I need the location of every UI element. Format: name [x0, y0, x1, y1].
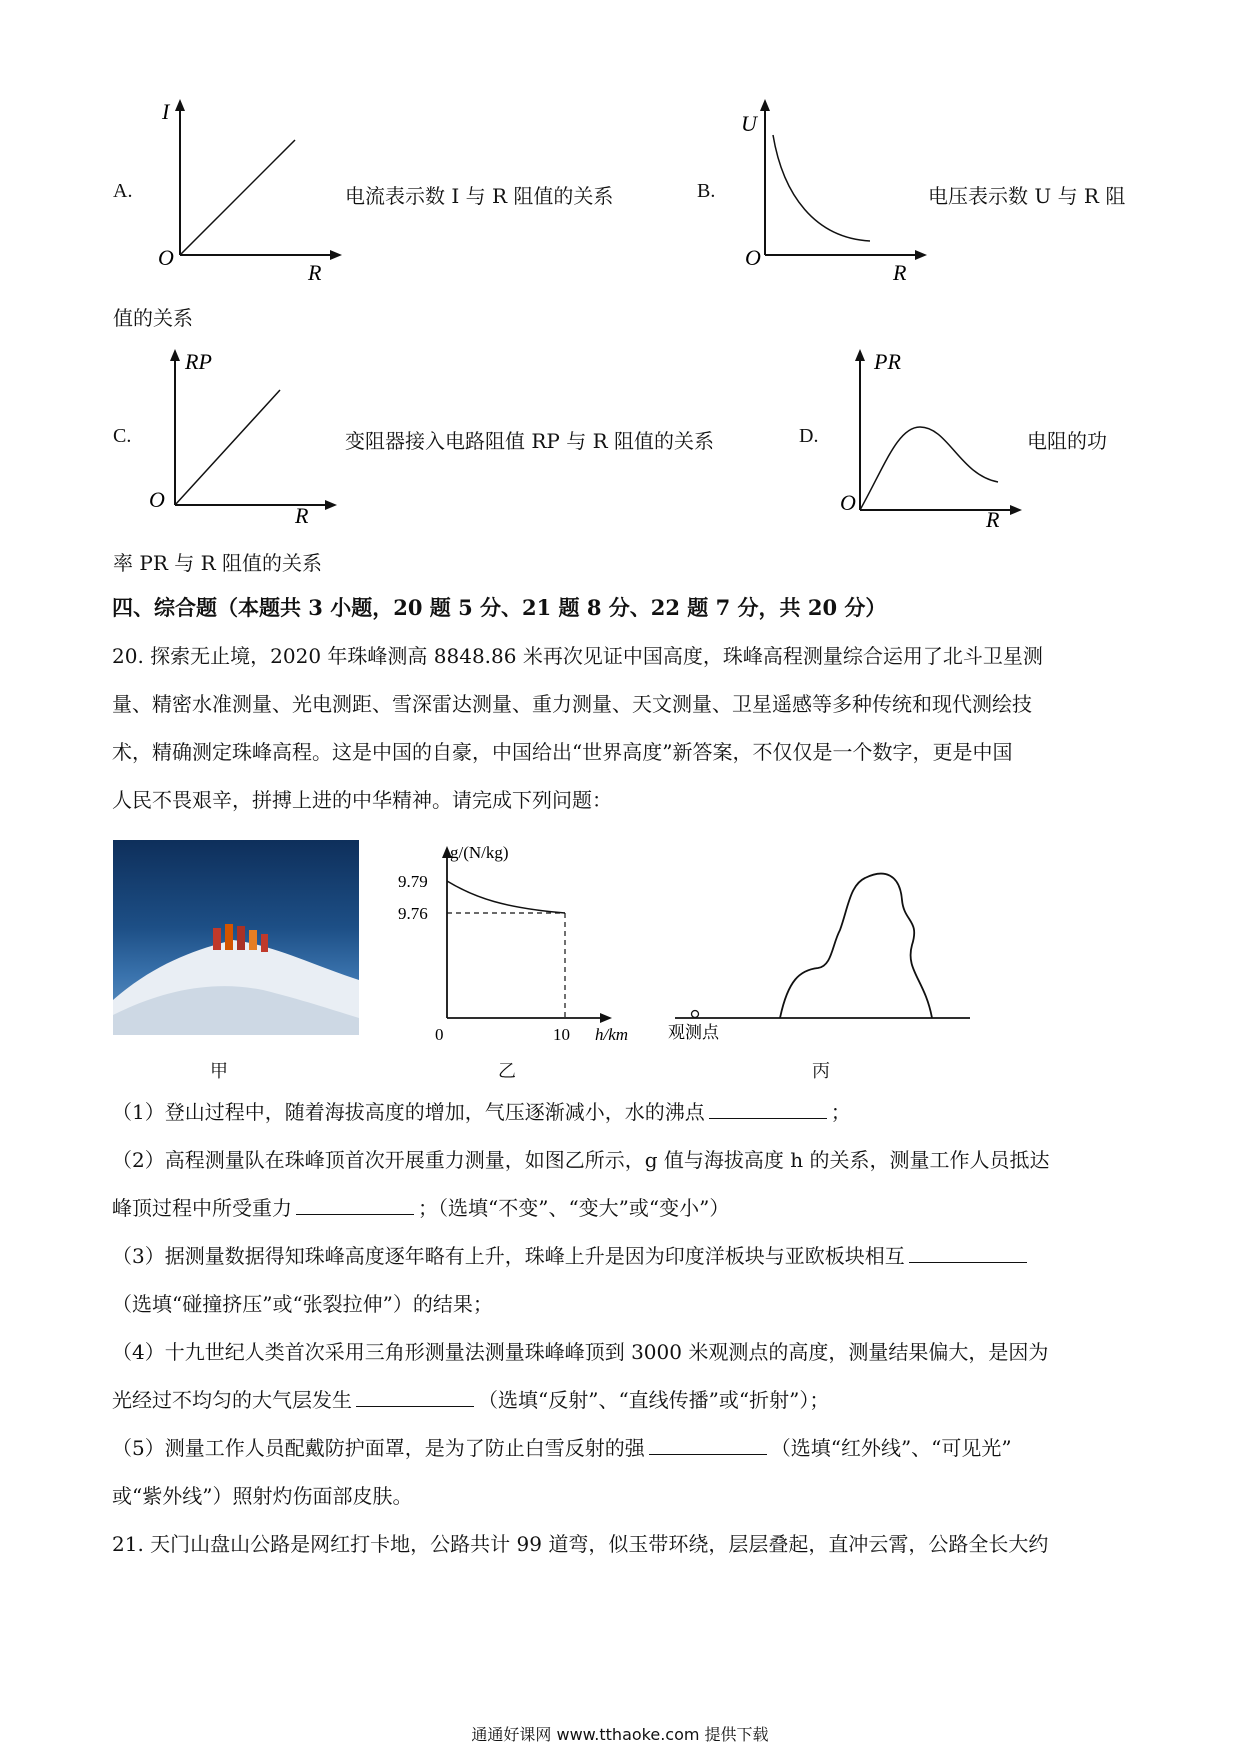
- answer-blank-4[interactable]: [356, 1388, 474, 1407]
- option-a-graph: [150, 95, 350, 285]
- graph-x-label: h/km: [595, 1025, 629, 1044]
- figure-yi-label: 乙: [498, 1061, 516, 1082]
- option-a-x-label: R: [308, 260, 322, 285]
- q20-sub-3b: （选填“碰撞挤压”或“张裂拉伸”）的结果；: [112, 1292, 493, 1316]
- summit-photo: [113, 840, 359, 1035]
- mountain-diagram: [668, 860, 980, 1042]
- option-a-origin: O: [158, 245, 174, 270]
- observation-point-label: 观测点: [668, 1023, 719, 1042]
- q20-sub-1-end: ；: [830, 1100, 851, 1124]
- page-footer: 通通好课网 www.tthaoke.com 提供下载: [471, 1725, 769, 1744]
- option-d-x-label: R: [986, 507, 1000, 532]
- q20-sub-2b-end: ；（选填“不变”、“变大”或“变小”）: [418, 1196, 730, 1220]
- q20-sub-5b: 或“紫外线”）照射灼伤面部皮肤。: [112, 1484, 413, 1508]
- q20-sub-4a: （4）十九世纪人类首次采用三角形测量法测量珠峰峰顶到 3000 米观测点的高度，测量结果偏大，是因为: [112, 1340, 1049, 1364]
- q20-sub-1-text: （1）登山过程中，随着海拔高度的增加，气压逐渐减小，水的沸点: [112, 1100, 705, 1124]
- option-c-caption: 变阻器接入电路阻值 RP 与 R 阻值的关系: [345, 429, 715, 453]
- tick-10: 10: [553, 1025, 570, 1044]
- q20-sub-3a-text: （3）据测量数据得知珠峰高度逐年略有上升，珠峰上升是因为印度洋板块与亚欧板块相互: [112, 1244, 905, 1268]
- q20-line-4: 人民不畏艰辛，拼搏上进的中华精神。请完成下列问题：: [112, 788, 612, 812]
- answer-blank-3[interactable]: [909, 1244, 1027, 1263]
- option-c-x-label: R: [295, 503, 309, 528]
- q20-sub-2b: [112, 1194, 1132, 1222]
- answer-blank-2[interactable]: [296, 1196, 414, 1215]
- tick-979: 9.79: [398, 872, 428, 891]
- option-d-letter: D.: [799, 425, 819, 447]
- option-a-letter: A.: [113, 180, 133, 202]
- answer-blank-5[interactable]: [649, 1436, 767, 1455]
- q20-sub-4b: [112, 1386, 1132, 1414]
- option-b-origin: O: [745, 245, 761, 270]
- q20-sub-3a: [112, 1242, 1132, 1270]
- option-c-letter: C.: [113, 425, 132, 447]
- option-b-x-label: R: [893, 260, 907, 285]
- option-c-y-label: RP: [185, 349, 212, 374]
- q20-sub-4b-end: （选填“反射”、“直线传播”或“折射”）；: [478, 1388, 830, 1412]
- figure-jia-label: 甲: [210, 1061, 228, 1082]
- tick-976: 9.76: [398, 904, 428, 923]
- q20-sub-4b-text: 光经过不均匀的大气层发生: [112, 1388, 352, 1412]
- q20-sub-5a-text: （5）测量工作人员配戴防护面罩，是为了防止白雪反射的强: [112, 1436, 645, 1460]
- option-b-y-label: U: [741, 111, 757, 136]
- section-title: 四、综合题（本题共 3 小题，20 题 5 分、21 题 8 分、22 题 7 分，共 20 分）: [112, 595, 887, 620]
- option-d-caption: 电阻的功: [1027, 429, 1107, 453]
- figure-bing-label: 丙: [812, 1061, 830, 1082]
- option-d-graph: [830, 345, 1030, 535]
- g-h-graph: [395, 838, 660, 1048]
- option-a-caption: 电流表示数 I 与 R 阻值的关系: [345, 184, 614, 208]
- q20-sub-1: [112, 1098, 1132, 1126]
- q21-line-1: 21. 天门山盘山公路是网红打卡地，公路共计 99 道弯，似玉带环绕，层层叠起，直冲云霄，公路全长大约: [112, 1532, 1049, 1556]
- q20-sub-5a: [112, 1434, 1132, 1462]
- q20-line-1: 20. 探索无止境，2020 年珠峰测高 8848.86 米再次见证中国高度，珠峰高程测量综合运用了北斗卫星测: [112, 644, 1043, 668]
- option-d-caption-cont: 率 PR 与 R 阻值的关系: [113, 551, 323, 575]
- option-b-caption: 电压表示数 U 与 R 阻: [928, 184, 1126, 208]
- option-b-graph: [735, 95, 935, 285]
- q20-sub-2a: （2）高程测量队在珠峰顶首次开展重力测量，如图乙所示，g 值与海拔高度 h 的关系，测量工作人员抵达: [112, 1148, 1050, 1172]
- q20-sub-5a-end: （选填“红外线”、“可见光”: [770, 1436, 1012, 1460]
- tick-0: 0: [435, 1025, 444, 1044]
- option-d-y-label: PR: [874, 349, 901, 374]
- option-a-y-label: I: [162, 99, 170, 124]
- q20-line-3: 术，精确测定珠峰高程。这是中国的自豪，中国给出“世界高度”新答案，不仅仅是一个数字，更是中国: [112, 740, 1013, 764]
- option-d-origin: O: [840, 490, 856, 515]
- q20-line-2: 量、精密水准测量、光电测距、雪深雷达测量、重力测量、天文测量、卫星遥感等多种传统和现代测绘技: [112, 692, 1032, 716]
- option-c-origin: O: [149, 487, 165, 512]
- option-b-letter: B.: [697, 180, 716, 202]
- option-b-caption-cont: 值的关系: [113, 306, 193, 330]
- option-c-graph: [145, 345, 345, 530]
- answer-blank-1[interactable]: [709, 1100, 827, 1119]
- q20-sub-2b-text: 峰顶过程中所受重力: [112, 1196, 292, 1220]
- graph-y-label: g/(N/kg): [450, 843, 509, 862]
